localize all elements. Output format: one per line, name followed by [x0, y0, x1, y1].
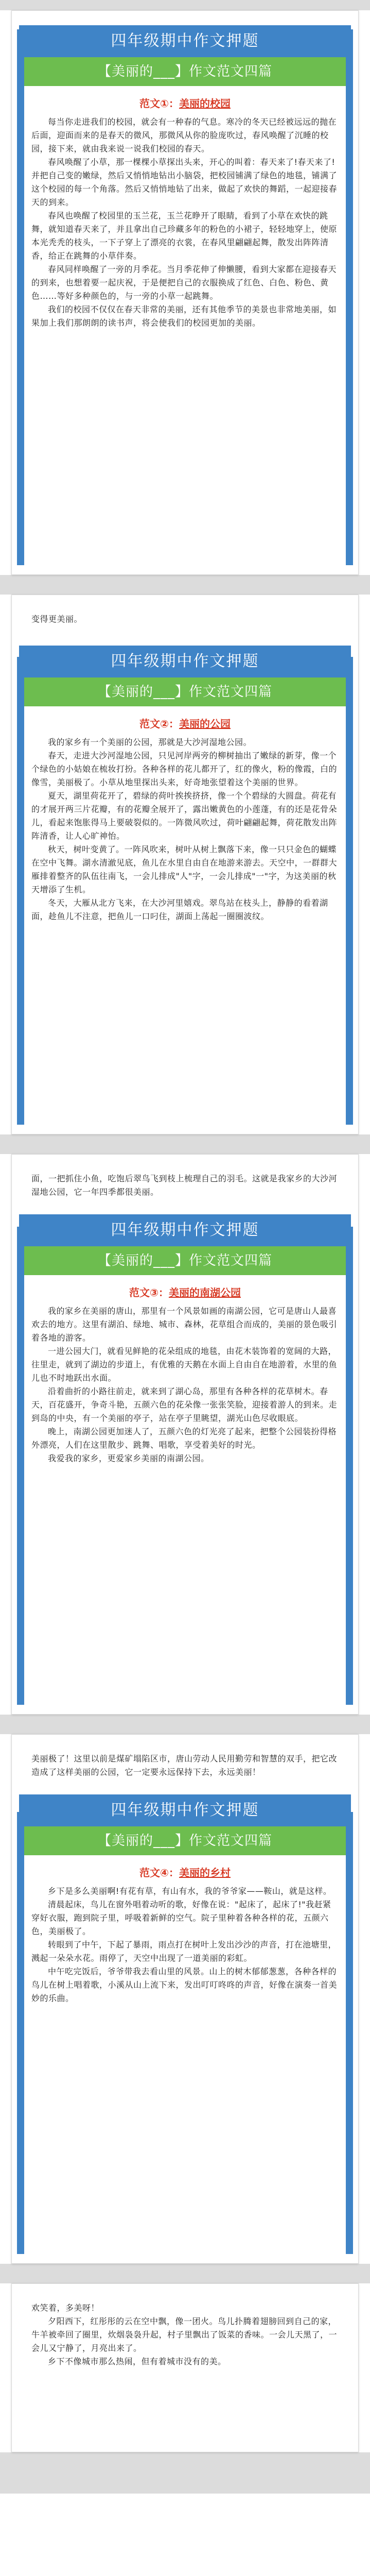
essay-heading: 范文①：美丽的校园: [139, 97, 231, 110]
blue-side-bar: [346, 1227, 353, 1705]
continued-text: 夕阳西下，红彤彤的云在空中飘，像一团火。鸟儿扑腾着翅膀回到自己的家，牛羊被牵回了圈里，炊烟袅袅升起，村子里飘出了饭菜的香味。一会儿天黑了，一会儿又宁静了，月亮出来了。: [31, 2316, 338, 2353]
doc-subtitle: 【美丽的___】作文范文四篇: [19, 1826, 351, 1855]
paragraph: 一进公园大门，就看见鲜艳的花朵组成的地毯，由花木装饰着的宽阔的大路，往里走，就到了湖边的步道上，有优雅的天鹅在水面上自由自在地游着，水里的鱼儿也不时地跃出水面。: [31, 1346, 338, 1383]
paragraph: 冬天，大雁从北方飞来，在大沙河里嬉戏。翠鸟站在枝头上，静静的看着湖面，趁鱼儿不注意，把鱼儿一口叼住，湖面上荡起一圈圈波纹。: [31, 898, 328, 921]
page-1: [11, 10, 359, 575]
page-2: [11, 595, 359, 1134]
continued-text: 变得更美丽。: [31, 614, 83, 624]
continued-text: 面，一把抓住小鱼，吃饱后翠鸟飞到枝上梳理自己的羽毛。这就是我家乡的大沙河湿地公园，它一年四季都很美丽。: [31, 1174, 338, 1197]
paragraph: 秋天，树叶变黄了。一阵风吹来，树叶从树上飘落下来，像一只只金色的蝴蝶在空中飞舞。湖水清澈见底，鱼儿在水里自由自在地游来游去。天空中，一群群大雁排着整齐的队伍往南飞，一会儿排成"人"字，一会儿排成"一"字，为这美丽的秋天增添了生机。: [31, 844, 338, 894]
blue-side-bar: [17, 29, 24, 565]
doc-title: 四年级期中作文押题: [19, 1214, 351, 1246]
page-separator: [0, 1134, 370, 1154]
essay-heading: 范文③：美丽的南湖公园: [129, 1286, 241, 1299]
page-separator: [0, 2452, 370, 2494]
page-3: [11, 1154, 359, 1715]
continued-text: 欢笑着，多美呀！: [31, 2303, 100, 2313]
paragraph: 我爱我的家乡，更爱家乡美丽的南湖公园。: [48, 1453, 209, 1463]
page-separator: [0, 575, 370, 595]
page-separator: [0, 2264, 370, 2283]
top-separator: [0, 0, 370, 10]
paragraph: 我的家乡在美丽的唐山，那里有一个风景如画的南湖公园，它可是唐山人最喜欢去的地方。这里有湖泊、绿地、城市、森林，花草组合而成的，美丽的景色吸引着各地的游客。: [31, 1306, 338, 1343]
blue-side-bar: [17, 1812, 24, 2254]
paragraph: 春风同样唤醒了一旁的月季花。当月季花伸了伸懒腰，看到大家都在迎接春天的到来，也想着要一起庆祝，于是便把自己的衣服换成了红色、白色、粉色、黄色……等好多种颜色的，与一旁的小草一起跳舞。: [31, 264, 337, 301]
page-4: [11, 1734, 359, 2264]
paragraph: 乡下是多么美丽啊!有花有草，有山有水，我的爷爷家——鞍山，就是这样。: [48, 1886, 332, 1896]
essay-heading: 范文④：美丽的乡村: [139, 1867, 231, 1879]
doc-title: 四年级期中作文押题: [19, 646, 351, 677]
blue-side-bar: [346, 29, 353, 565]
paragraph: 春天，走进大沙河湿地公园，只见河岸两旁的柳树抽出了嫩绿的新芽，像一个个绿色的小姑娘在梳妆打扮。各种各样的花儿都开了，红的像火，粉的像霞，白的像雪，美丽极了。小草从地里探出头来，好奇地张望着这个美丽的世界。: [31, 751, 338, 787]
paragraph: 春风也唤醒了校园里的玉兰花，玉兰花睁开了眼睛，看到了小草在欢快的跳舞，就知道春天来了，并且拿出自己珍藏多年的粉色的小裙子，轻轻地穿上，使原本光秃秃的枝头，一下子穿上了漂亮的衣裳，在春风里翩翩起舞，散发出阵阵清香，给正在跳舞的小草伴奏。: [31, 211, 338, 261]
paragraph: 我的家乡有一个美丽的公园，那就是大沙河湿地公园。: [48, 737, 252, 747]
paragraph: 中午吃完饭后，爷爷带我去看山里的风景。山上的树木郁郁葱葱，各种各样的鸟儿在树上唱着歌，小溪从山上流下来，发出叮叮咚咚的声音，好像在演奏一首美妙的乐曲。: [31, 1967, 338, 2003]
blue-side-bar: [346, 657, 353, 1125]
paragraph: 沿着曲折的小路往前走，就来到了湖心岛，那里有各种各样的花草树木。春天，百花盛开，争奇斗艳，五颜六色的花朵像一张张笑脸，迎接着游人的到来。走到岛的中央，有一个美丽的亭子，站在亭子里眺望，湖光山色尽收眼底。: [31, 1386, 338, 1423]
doc-title: 四年级期中作文押题: [19, 1794, 351, 1826]
paragraph: 转眼到了中午，下起了暴雨，雨点打在树叶上发出沙沙的声音，打在池塘里，溅起一朵朵水花。雨停了，天空中出现了一道美丽的彩虹。: [31, 1940, 337, 1963]
paragraph: 春风唤醒了小草，那一棵棵小草探出头来，开心的叫着：春天来了!春天来了!并把自己变的嫩绿，然后又悄悄地钻出小脑袋，把校园铺满了绿色的地毯，铺满了这个校园的每一个角落。然后又悄悄地钻了出来，做起了欢快的舞蹈，一起迎接春天的到来。: [31, 157, 338, 207]
doc-subtitle: 【美丽的___】作文范文四篇: [19, 57, 351, 86]
doc-subtitle: 【美丽的___】作文范文四篇: [19, 1246, 351, 1275]
blue-side-bar: [346, 1812, 353, 2254]
continued-text: 美丽极了！这里以前是煤矿塌陷区市，唐山劳动人民用勤劳和智慧的双手，把它改造成了这样美丽的公园，它一定要永远保持下去，永远美丽！: [31, 1754, 338, 1777]
paragraph: 每当你走进我们的校园，就会有一种春的气息。寒冷的冬天已经被远远的抛在后面，迎面而来的是春天的微风，那微风从你的脸庞吹过，春风唤醒了沉睡的校园，接下来，就由我来说一说我们校园的春天。: [31, 117, 337, 154]
page-separator: [0, 1715, 370, 1734]
paragraph: 我们的校园不仅仅在春天非常的美丽，还有其他季节的美景也非常地美丽，如果加上我们那朗朗的读书声，将会使我们的校园更加的美丽。: [31, 304, 337, 328]
doc-subtitle: 【美丽的___】作文范文四篇: [19, 677, 351, 706]
blue-side-bar: [17, 1227, 24, 1705]
paragraph: 晚上，南湖公园更加迷人了，五颜六色的灯光亮了起来，把整个公园装扮得格外漂亮，人们在这里散步、跳舞、唱歌，享受着美好的时光。: [31, 1427, 337, 1450]
continued-text: 乡下不像城市那么热闹，但有着城市没有的美。: [48, 2357, 226, 2366]
blue-side-bar: [17, 657, 24, 1125]
doc-title: 四年级期中作文押题: [19, 25, 351, 57]
paragraph: 清晨起床，鸟儿在窗外唱着动听的歌，好像在说："起床了，起床了!"我赶紧穿好衣服，跑到院子里，呼吸着新鲜的空气。院子里种着各种各样的花，五颜六色，美丽极了。: [31, 1900, 331, 1936]
page-5: [11, 2283, 359, 2452]
paragraph: 夏天，湖里荷花开了，碧绿的荷叶挨挨挤挤，像一个个碧绿的大圆盘。荷花有的才展开两三片花瓣，有的花瓣全展开了，露出嫩黄色的小莲蓬，有的还是花骨朵儿，看起来饱胀得马上要破裂似的。一阵微风吹过，荷叶翩翩起舞，荷花散发出阵阵清香，让人心旷神怡。: [31, 791, 338, 841]
essay-heading: 范文②：美丽的公园: [139, 718, 231, 730]
